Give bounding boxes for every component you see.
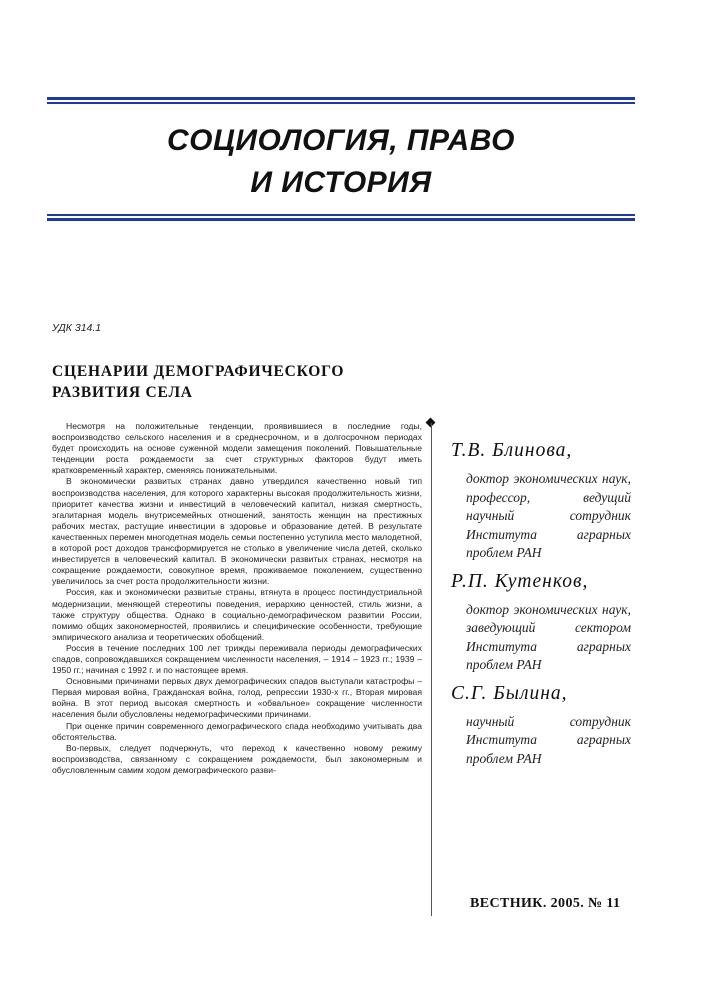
body-paragraph: При оценке причин современного демографического спада необходимо учитывать два обстоятельства. [52,720,422,742]
article-title-line-1: СЦЕНАРИИ ДЕМОГРАФИЧЕСКОГО [52,363,345,380]
column-divider [431,423,432,916]
article-title [52,361,412,403]
section-title-line-2: И ИСТОРИЯ [250,166,432,199]
body-paragraph: Россия в течение последних 100 лет трижды переживала периоды демографических спадов, сопровождавшихся сокращением численности населения, – 1914 – 1923 гг.; 1939 – 1950 гг.; начиная с 1992 г. и по настоящее время. [52,642,422,676]
article-body [52,421,422,776]
section-title-line-1: СОЦИОЛОГИЯ, ПРАВО [167,124,515,157]
body-paragraph: Россия, как и экономически развитые страны, втянута в процесс постиндустриальной модернизации, меняющей стереотипы поведения, иерархию ценностей, стиль жизни, а также структуру общества. Однако в социально-демографическом развитии России, помимо общих закономерностей, проявились и специфические особенности, требующие эмпирического анализа и теоретических обобщений. [52,587,422,642]
body-paragraph: Несмотря на положительные тенденции, проявившиеся в последние годы, воспроизводство сельского населения и в среднесрочном, и в долгосрочном периодах будет происходить на основе суженной модели замещения поколений. Повышательные тенденции роста рождаемости за счет структурных факторов будут иметь кратковременный характер, сменяясь понижательными. [52,421,422,476]
udk-code: УДК 314.1 [52,322,102,334]
author-description: доктор экономических наук, профессор, ведущий научный сотрудник Института аграрных проблем РАН [466,471,631,560]
body-paragraph: В экономически развитых странах давно утвердился качественно новый тип воспроизводства населения, для которого характерны высокая продолжительность жизни, приоритет качества жизни и инвестиций в человеческий капитал, низкая смертность, эгалитарная модель внутрисемейных отношений, занятость женщин на престижных рабочих местах, растущие инвестиции в здоровье и образование детей. В результате качественных перемен многодетная модель семьи постепенно уступила место малодетной, в которой рост доходов трансформируется не столько в увеличение числа детей, сколько инвестируется в человеческий капитал. В экономически развитых странах, несмотря на сокращение рождаемости, совокупное время, проживаемое поколением, существенно увеличилось за счет роста продолжительности жизни. [52,476,422,587]
body-paragraph: Основными причинами первых двух демографических спадов выступали катастрофы – Первая мировая война, Гражданская война, голод, репрессии 1930-х гг., Вторая мировая война. В этот период высокая смертность и «обвальное» сокращение численности населения были обусловлены недемографическими причинами. [52,676,422,720]
section-title [47,120,635,204]
author-name: С.Г. Былина, [451,682,568,704]
authors-block [451,438,631,774]
article-title-line-2: РАЗВИТИЯ СЕЛА [52,384,193,401]
author-name: Т.В. Блинова, [451,440,573,461]
author-description: научный сотрудник Института аграрных проблем РАН [466,713,631,766]
journal-reference: ВЕСТНИК. 2005. № 11 [470,896,621,911]
header-rule-top [47,97,635,106]
body-paragraph: Во-первых, следует подчеркнуть, что переход к качественно новому режиму воспроизводства, связанному с сокращением рождаемости, был закономерным и обусловленным самим ходом демографического разви- [52,742,422,775]
header-rule-bottom [47,214,635,223]
author-name: Р.П. Кутенков, [451,570,589,592]
author-description: доктор экономических наук, заведующий сектором Института аграрных проблем РАН [466,601,631,672]
